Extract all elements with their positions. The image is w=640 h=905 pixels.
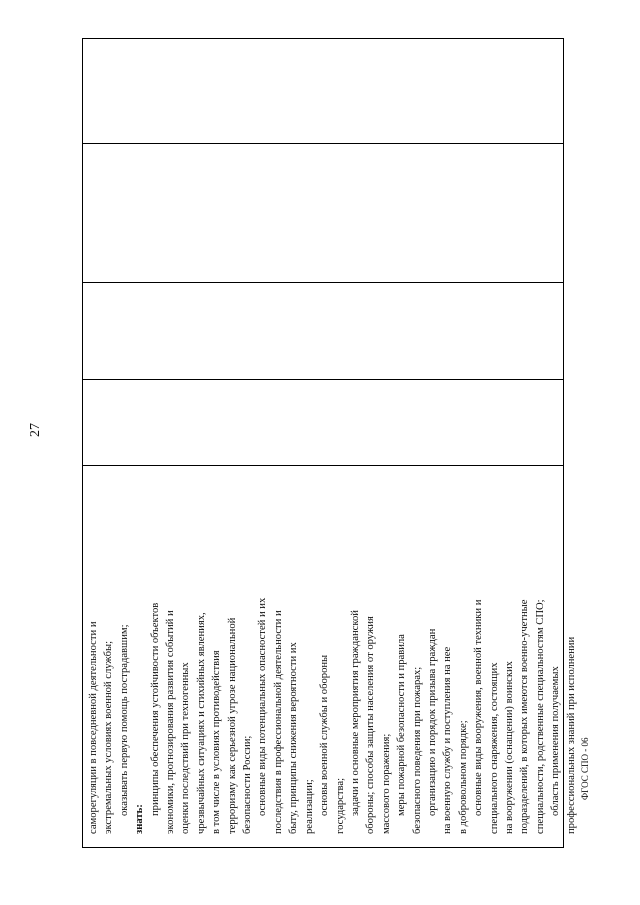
- text-line: последствия в профессиональной деятельности и: [272, 610, 284, 834]
- text-line: основы военной службы и обороны: [319, 654, 331, 816]
- text-line: реализации;: [303, 779, 315, 834]
- text-line: на военную службу и поступления на нее: [442, 646, 454, 834]
- column-divider: [83, 379, 563, 380]
- text-line: основные виды потенциальных опасностей и их: [257, 597, 269, 816]
- text-line: подразделений, в которых имеются военно-учетные: [519, 599, 531, 834]
- text-line: на вооружении (оснащении) воинских: [503, 661, 515, 834]
- text-line: организацию и порядок призыва граждан: [426, 628, 438, 816]
- text-line: безопасного поведения при пожарах;: [411, 666, 423, 834]
- text-line: саморегуляции в повседневной деятельности и: [88, 621, 99, 834]
- text-line: государства;: [334, 777, 346, 834]
- column-divider: [83, 282, 563, 283]
- text-line: основные виды вооружения, военной техники и: [473, 599, 485, 816]
- requirements-text-cell: [86, 506, 577, 836]
- text-line: профессиональных знаний при исполнении: [565, 636, 577, 834]
- text-line: быту, принципы снижения вероятности их: [288, 642, 300, 834]
- text-line: безопасности России;: [242, 735, 254, 834]
- text-line: специального снаряжения, состоящих: [488, 662, 500, 834]
- text-line: экстремальных условиях военной службы;: [103, 640, 115, 834]
- text-line: экономики, прогнозирования развития событий и: [165, 610, 177, 834]
- text-line: область применения получаемых: [550, 666, 562, 816]
- text-line: принципы обеспечения устойчивости объектов: [149, 602, 161, 816]
- column-divider: [83, 143, 563, 144]
- text-line: меры пожарной безопасности и правила: [396, 634, 408, 816]
- page-number: 27: [28, 423, 43, 437]
- text-line: оценки последствий при техногенных: [180, 662, 192, 834]
- column-divider: [83, 465, 563, 466]
- text-line: массового поражения;: [380, 733, 392, 834]
- text-line: обороны; способы защиты населения от оружия: [365, 616, 377, 834]
- section-heading: знать:: [134, 804, 146, 834]
- text-line: в том числе в условиях противодействия: [211, 650, 223, 834]
- text-line: оказывать первую помощь пострадавшим;: [118, 624, 130, 816]
- text-line: задачи и основные мероприятия гражданской: [349, 610, 361, 816]
- text-line: специальности, родственные специальностям СПО;: [534, 599, 546, 834]
- text-line: в добровольном порядке;: [457, 720, 469, 834]
- text-line: терроризму как серьезной угрозе национальной: [226, 617, 238, 834]
- document-footer: ФГОС СПО - 06: [580, 737, 590, 800]
- text-line: чрезвычайных ситуациях и стихийных явлениях,: [195, 612, 207, 834]
